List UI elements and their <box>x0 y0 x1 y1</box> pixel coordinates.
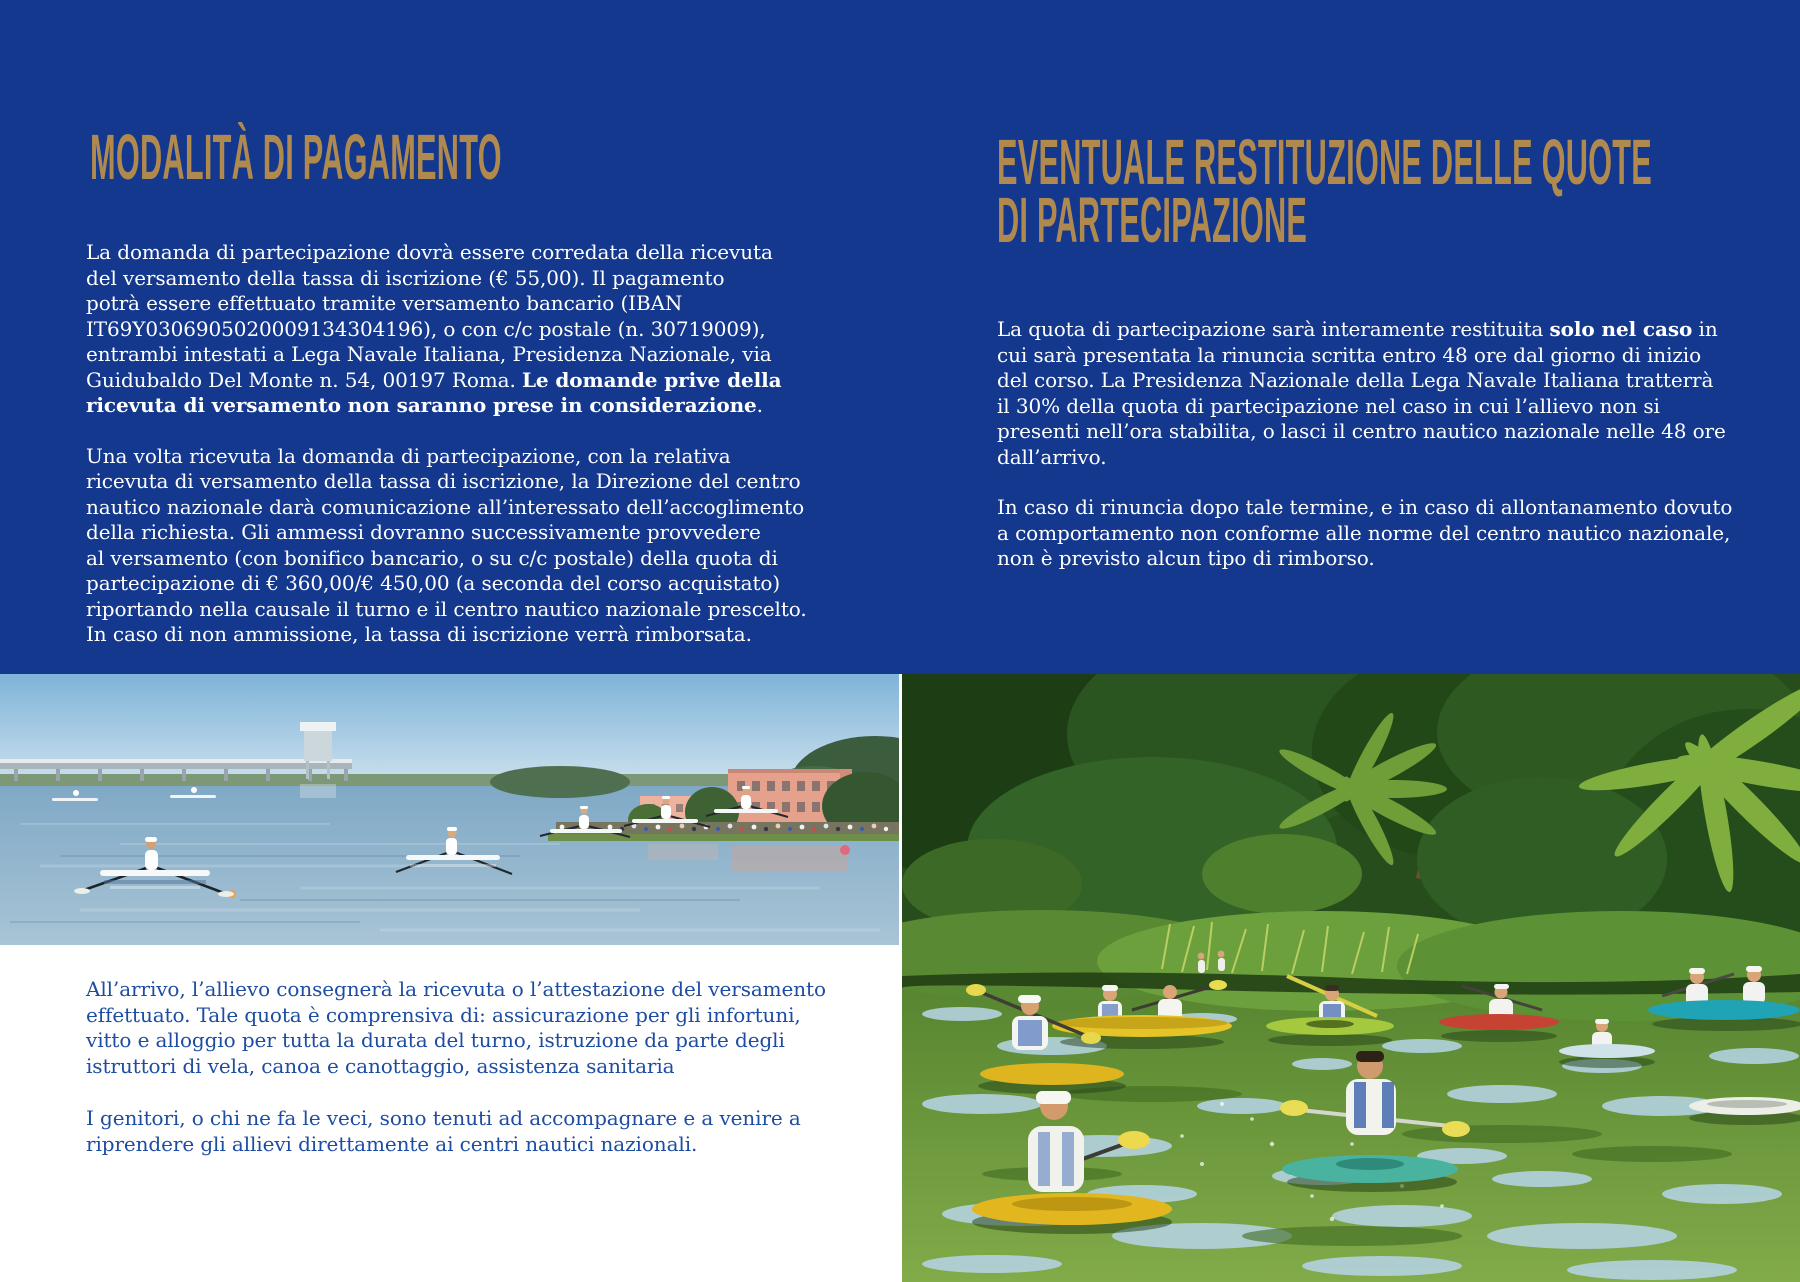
left-page-title: MODALITÀ DI PAGAMENTO <box>90 121 502 193</box>
right-page-title-line2: DI PARTECIPAZIONE <box>997 184 1308 256</box>
payment-paragraph-1: La domanda di partecipazione dovrà essere corredata della ricevuta del versamento della tassa di iscrizione (€ 55,00). Il pagamento potrà essere effettuato tramite versamento bancario (IBAN IT69Y0306905020009134304196), o con c/c postale (n. 30719009), entrambi intestati a Lega Navale Italiana, Presidenza Nazionale, via Guidubaldo Del Monte n. 54, 00197 Roma. Le domande prive della ricevuta di versamento non saranno prese in considerazione. <box>86 240 782 417</box>
refund-paragraph-1: La quota di partecipazione sarà interamente restituita solo nel caso in cui sarà presentata la rinuncia scritta entro 48 ore dal giorno di inizio del corso. La Presidenza Nazionale della Lega Navale Italiana tratterrà il 30% della quota di partecipazione nel caso in cui l’allievo non si presenti nell’ora stabilita, o lasci il centro nautico nazionale nelle 48 ore dall’arrivo. <box>997 317 1726 469</box>
right-page-title <box>997 126 1653 256</box>
kayaking-photo-illustration <box>902 674 1800 1282</box>
bottom-left-body <box>86 977 826 1157</box>
right-page-title-line1: EVENTUALE RESTITUZIONE DELLE QUOTE <box>997 126 1653 198</box>
rowing-photo-illustration <box>0 674 899 945</box>
refund-paragraph-2: In caso di rinuncia dopo tale termine, e in caso di allontanamento dovuto a comportamento non conforme alle norme del centro nautico nazionale, non è previsto alcun tipo di rimborso. <box>997 495 1733 570</box>
payment-paragraph-2: Una volta ricevuta la domanda di partecipazione, con la relativa ricevuta di versamento della tassa di iscrizione, la Direzione del centro nautico nazionale darà comunicazione all’interessato dell’accoglimento della richiesta. Gli ammessi dovranno successivamente provvedere al versamento (con bonifico bancario, o su c/c postale) della quota di partecipazione di € 360,00/€ 450,00 (a seconda del corso acquistato) riportando nella causale il turno e il centro nautico nazionale prescelto. In caso di non ammissione, la tassa di iscrizione verrà rimborsata. <box>86 443 807 646</box>
parents-paragraph: I genitori, o chi ne fa le veci, sono tenuti ad accompagnare e a venire a riprendere gli allievi direttamente ai centri nautici nazionali. <box>86 1106 801 1156</box>
right-page-body <box>997 317 1732 572</box>
left-page-body <box>86 240 807 648</box>
kayaking-photo <box>902 674 1800 1282</box>
rowing-photo <box>0 674 899 945</box>
arrival-paragraph: All’arrivo, l’allievo consegnerà la ricevuta o l’attestazione del versamento effettuato. Tale quota è comprensiva di: assicurazione per gli infortuni, vitto e alloggio per tutta la durata del turno, istruzione da parte degli istruttori di vela, canoa e canottaggio, assistenza sanitaria <box>86 977 826 1078</box>
